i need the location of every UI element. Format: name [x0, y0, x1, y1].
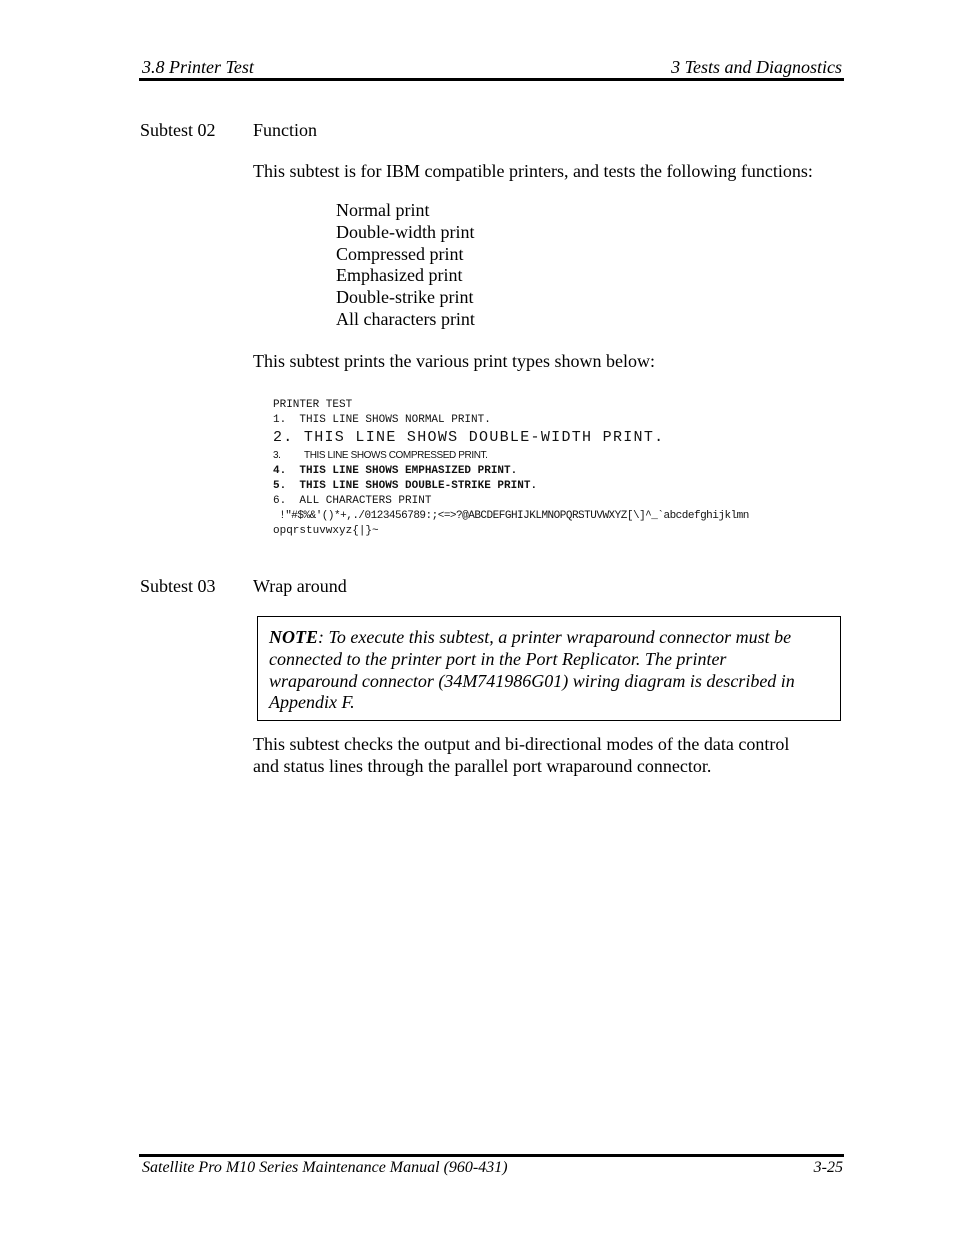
- subtest-03-body-line: and status lines through the parallel port wraparound connector.: [253, 756, 712, 776]
- function-item: Emphasized print: [336, 265, 463, 286]
- sample-double-strike-line: 5. THIS LINE SHOWS DOUBLE-STRIKE PRINT.: [273, 480, 538, 492]
- sample-emphasized-line: 4. THIS LINE SHOWS EMPHASIZED PRINT.: [273, 465, 518, 477]
- note-line: connected to the printer port in the Port Replicator. The printer: [269, 648, 727, 669]
- subtest-02-title: Function: [253, 120, 318, 140]
- sample-compressed-text: THIS LINE SHOWS COMPRESSED PRINT.: [304, 450, 488, 461]
- subtest-03-title: Wrap around: [253, 576, 347, 596]
- function-item: Compressed print: [336, 243, 464, 264]
- header-rule: [139, 78, 844, 81]
- sample-double-width-line: 2. THIS LINE SHOWS DOUBLE-WIDTH PRINT.: [273, 429, 665, 446]
- subtest-03-label: Subtest 03: [140, 576, 216, 596]
- function-list: [336, 200, 475, 331]
- note-label: NOTE: [269, 627, 318, 647]
- sample-title: PRINTER TEST: [273, 399, 353, 411]
- note-box: [257, 616, 841, 721]
- footer-rule: [139, 1154, 844, 1157]
- sample-compressed-number: 3.: [273, 450, 281, 461]
- subtest-02-intro: This subtest is for IBM compatible printers, and tests the following functions:: [253, 161, 813, 181]
- sample-normal-line: 1. THIS LINE SHOWS NORMAL PRINT.: [273, 414, 491, 426]
- note-line: : To execute this subtest, a printer wraparound connector must be: [318, 627, 792, 647]
- function-item: Double-strike print: [336, 287, 474, 308]
- sample-chars-row-2: opqrstuvwxyz{|}~: [273, 525, 379, 537]
- sample-compressed-line: [273, 450, 488, 461]
- footer-manual-title: Satellite Pro M10 Series Maintenance Manual (960-431): [142, 1159, 508, 1176]
- prints-text: This subtest prints the various print types shown below:: [253, 351, 655, 371]
- function-item: Normal print: [336, 200, 430, 220]
- subtest-03-body-line: This subtest checks the output and bi-directional modes of the data control: [253, 734, 790, 754]
- note-text: [269, 627, 834, 714]
- note-line: wraparound connector (34M741986G01) wiring diagram is described in: [269, 670, 795, 691]
- function-item: All characters print: [336, 308, 475, 329]
- note-line: Appendix F.: [269, 692, 355, 713]
- header-section: 3.8 Printer Test: [142, 57, 254, 77]
- sample-chars-row-1: !"#$%&'()*+,./0123456789:;<=>?@ABCDEFGHIJKLMNOPQRSTUVWXYZ[\]^_`abcdefghijklmn: [273, 510, 749, 522]
- sample-all-chars-line: 6. ALL CHARACTERS PRINT: [273, 495, 432, 507]
- footer-page-number: 3-25: [813, 1159, 843, 1176]
- subtest-02-label: Subtest 02: [140, 120, 216, 140]
- header-chapter: 3 Tests and Diagnostics: [671, 57, 842, 77]
- function-item: Double-width print: [336, 221, 475, 242]
